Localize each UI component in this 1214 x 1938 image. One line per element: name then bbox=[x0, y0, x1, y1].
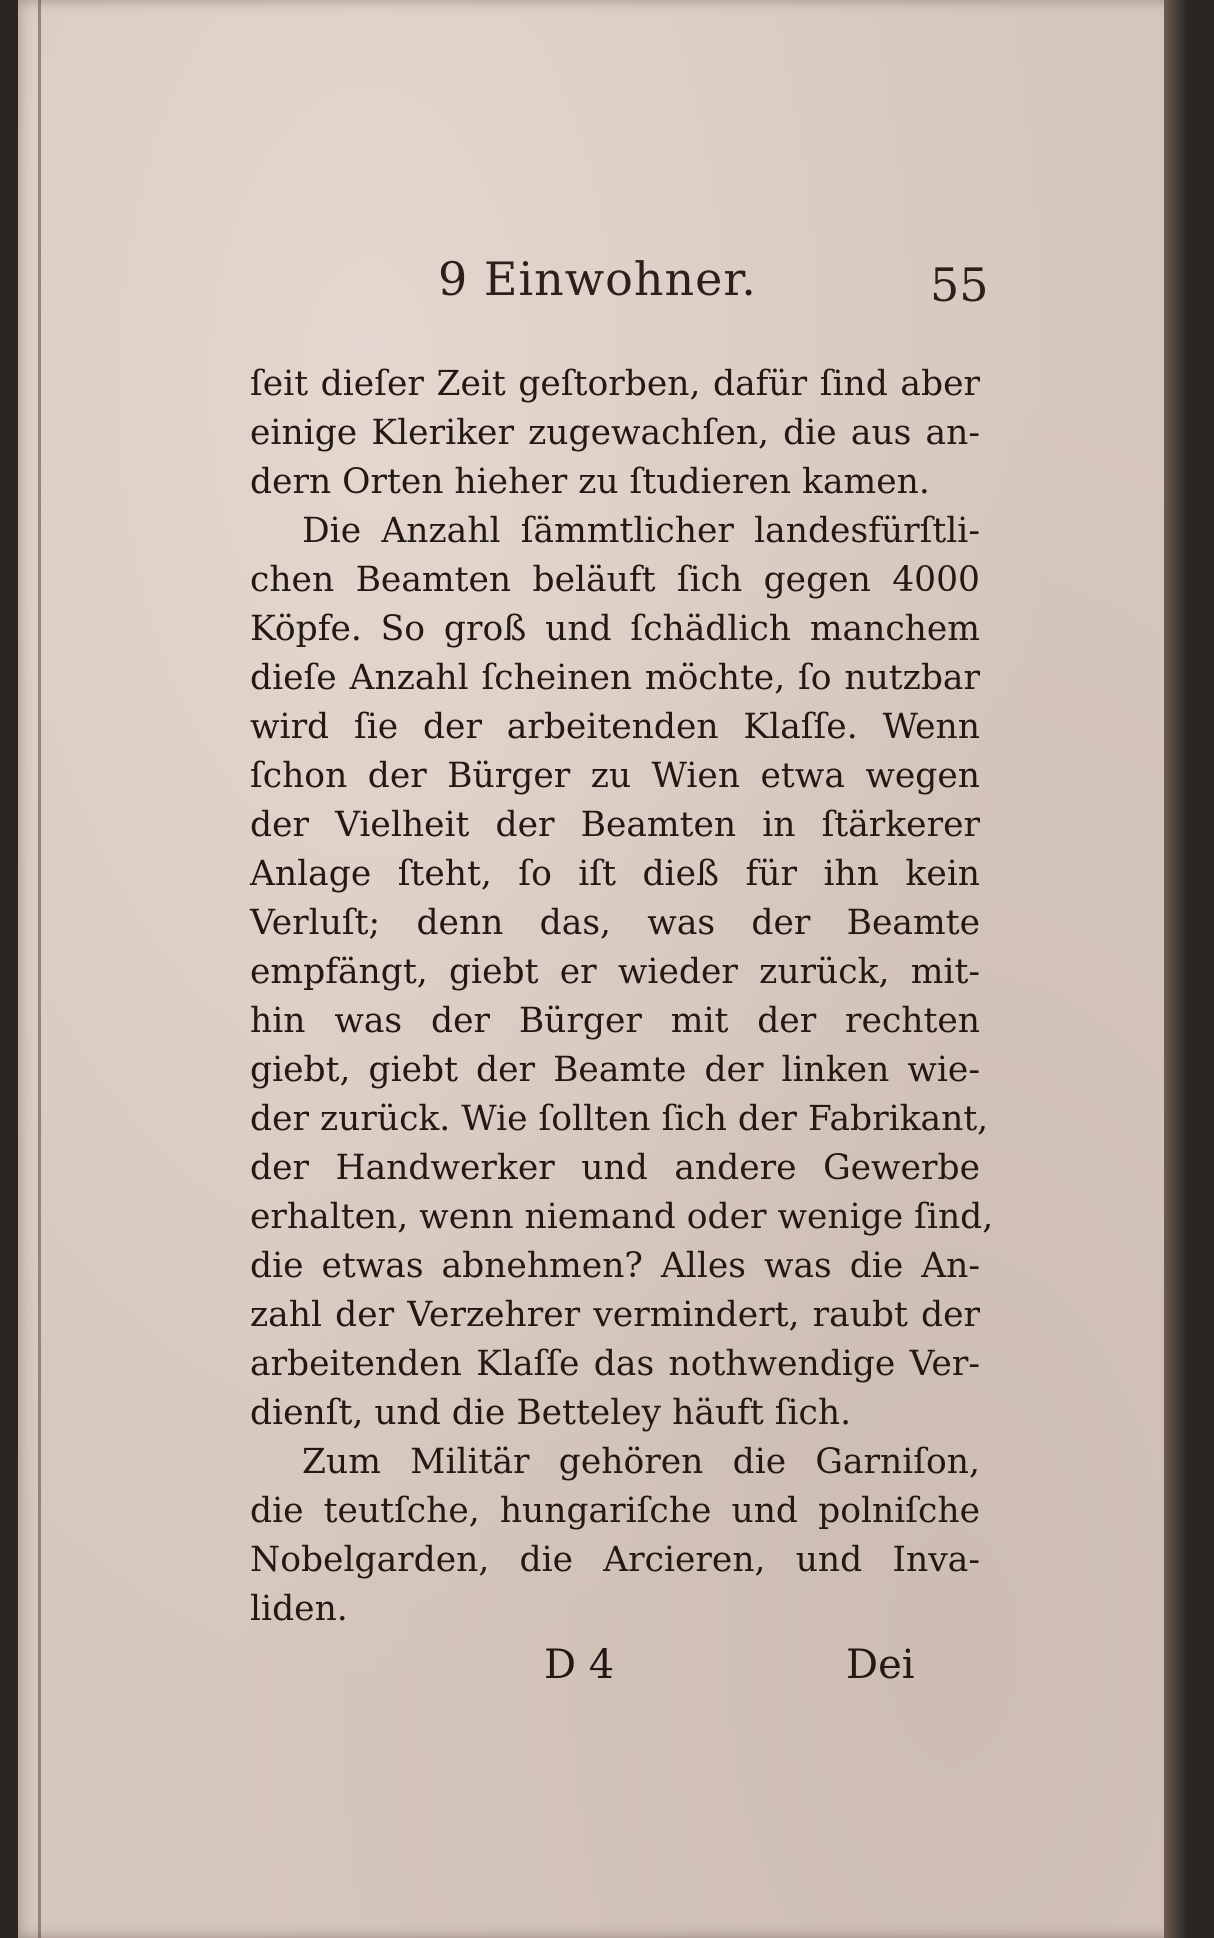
text-line: liden. bbox=[250, 1589, 348, 1629]
text-line: der Handwerker und andere Gewerbe bbox=[250, 1148, 980, 1188]
text-line: dern Orten hieher zu ſtudieren kamen. bbox=[250, 462, 930, 502]
page-number: 55 bbox=[930, 258, 989, 312]
text-line: giebt, giebt der Beamte der linken wie- bbox=[250, 1050, 980, 1090]
text-line: die teutſche, hungariſche und polniſche bbox=[250, 1491, 980, 1531]
text-line: Anlage ſteht, ſo iſt dieß für ihn kein bbox=[250, 854, 980, 894]
text-line: der zurück. Wie ſollten ſich der Fabrikant, bbox=[250, 1099, 989, 1139]
signature-mark: D 4 bbox=[544, 1642, 615, 1688]
text-line: die etwas abnehmen? Alles was die An- bbox=[250, 1246, 980, 1286]
text-line: dienſt, und die Betteley häuft ſich. bbox=[250, 1393, 852, 1433]
text-line: ſchon der Bürger zu Wien etwa wegen bbox=[250, 756, 980, 796]
text-line: dieſe Anzahl ſcheinen möchte, ſo nutzbar bbox=[250, 658, 980, 698]
text-line: empfängt, giebt er wieder zurück, mit- bbox=[250, 952, 980, 992]
text-line: Verluſt; denn das, was der Beamte bbox=[250, 903, 980, 943]
text-line: Die Anzahl ſämmtlicher landesfürſtli- bbox=[302, 511, 980, 551]
body-text bbox=[250, 360, 994, 1634]
text-line: zahl der Verzehrer vermindert, raubt der bbox=[250, 1295, 980, 1335]
text-line: Nobelgarden, die Arcieren, und Inva- bbox=[250, 1540, 980, 1580]
text-line: Zum Militär gehören die Garniſon, bbox=[302, 1442, 980, 1482]
running-head: 9 Einwohner. bbox=[438, 252, 757, 306]
text-line: arbeitenden Klaſſe das nothwendige Ver- bbox=[250, 1344, 980, 1384]
text-line: wird ſie der arbeitenden Klaſſe. Wenn bbox=[250, 707, 980, 747]
text-line: erhalten, wenn niemand oder wenige ſind, bbox=[250, 1197, 994, 1237]
text-line: Köpfe. So groß und ſchädlich manchem bbox=[250, 609, 980, 649]
catchword: Dei bbox=[846, 1642, 915, 1688]
text-line: der Vielheit der Beamten in ſtärkerer bbox=[250, 805, 980, 845]
text-line: chen Beamten beläuft ſich gegen 4000 bbox=[250, 560, 980, 600]
spine-edge bbox=[38, 0, 41, 1938]
text-line: einige Kleriker zugewachſen, die aus an- bbox=[250, 413, 980, 453]
text-line: hin was der Bürger mit der rechten bbox=[250, 1001, 980, 1041]
book-page bbox=[18, 0, 1186, 1938]
text-line: ſeit dieſer Zeit geſtorben, dafür ſind aber bbox=[250, 364, 980, 404]
page-right-edge bbox=[1164, 0, 1186, 1938]
